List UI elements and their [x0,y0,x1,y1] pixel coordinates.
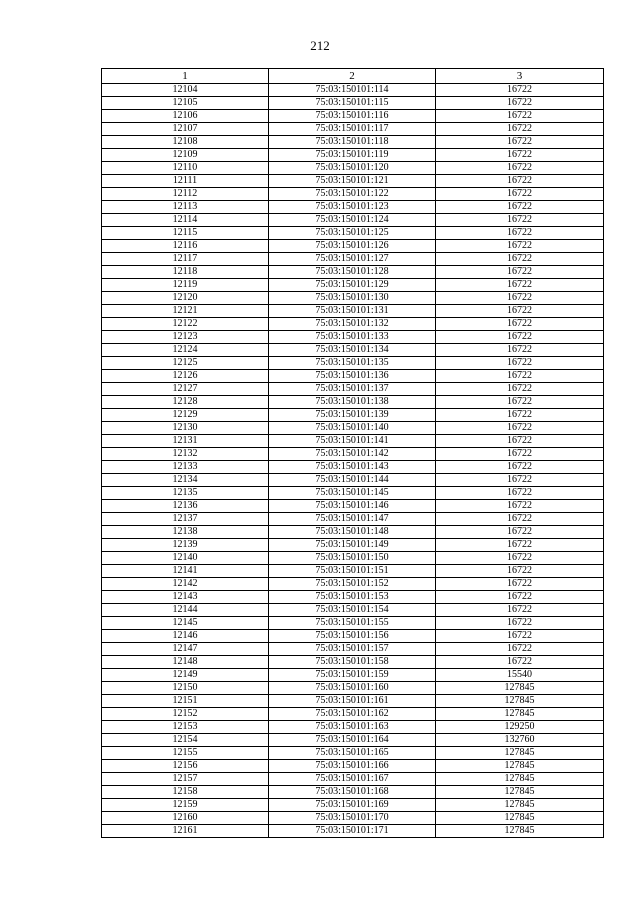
value-cell: 16722 [436,448,604,461]
table-row [102,149,604,162]
row-number-cell: 12137 [102,513,269,526]
value-cell: 16722 [436,630,604,643]
table-row [102,396,604,409]
cadastral-number-cell: 75:03:150101:124 [269,214,436,227]
cadastral-number-cell: 75:03:150101:152 [269,578,436,591]
table-row [102,97,604,110]
table-row [102,279,604,292]
row-number-cell: 12124 [102,344,269,357]
cadastral-number-cell: 75:03:150101:158 [269,656,436,669]
row-number-cell: 12119 [102,279,269,292]
value-cell: 16722 [436,162,604,175]
cadastral-number-cell: 75:03:150101:134 [269,344,436,357]
cadastral-number-cell: 75:03:150101:138 [269,396,436,409]
row-number-cell: 12107 [102,123,269,136]
cadastral-number-cell: 75:03:150101:123 [269,201,436,214]
value-cell: 16722 [436,474,604,487]
row-number-cell: 12105 [102,97,269,110]
value-cell: 16722 [436,240,604,253]
row-number-cell: 12141 [102,565,269,578]
table-row [102,786,604,799]
row-number-cell: 12128 [102,396,269,409]
row-number-cell: 12149 [102,669,269,682]
row-number-cell: 12158 [102,786,269,799]
value-cell: 16722 [436,318,604,331]
cadastral-number-cell: 75:03:150101:144 [269,474,436,487]
row-number-cell: 12106 [102,110,269,123]
row-number-cell: 12109 [102,149,269,162]
row-number-cell: 12144 [102,604,269,617]
table-row [102,240,604,253]
value-cell: 127845 [436,708,604,721]
cadastral-number-cell: 75:03:150101:136 [269,370,436,383]
cadastral-number-cell: 75:03:150101:119 [269,149,436,162]
value-cell: 16722 [436,344,604,357]
row-number-cell: 12121 [102,305,269,318]
table-row [102,383,604,396]
table-row [102,695,604,708]
cadastral-number-cell: 75:03:150101:141 [269,435,436,448]
value-cell: 16722 [436,578,604,591]
value-cell: 127845 [436,682,604,695]
row-number-cell: 12131 [102,435,269,448]
cadastral-number-cell: 75:03:150101:128 [269,266,436,279]
cadastral-number-cell: 75:03:150101:122 [269,188,436,201]
table-row [102,500,604,513]
cadastral-number-cell: 75:03:150101:150 [269,552,436,565]
value-cell: 15540 [436,669,604,682]
column-header-3: 3 [436,69,604,84]
row-number-cell: 12135 [102,487,269,500]
cadastral-number-cell: 75:03:150101:166 [269,760,436,773]
value-cell: 127845 [436,799,604,812]
table-row [102,214,604,227]
row-number-cell: 12160 [102,812,269,825]
cadastral-number-cell: 75:03:150101:161 [269,695,436,708]
table-row [102,227,604,240]
value-cell: 16722 [436,461,604,474]
value-cell: 127845 [436,773,604,786]
row-number-cell: 12145 [102,617,269,630]
row-number-cell: 12104 [102,84,269,97]
cadastral-number-cell: 75:03:150101:120 [269,162,436,175]
row-number-cell: 12142 [102,578,269,591]
value-cell: 16722 [436,500,604,513]
row-number-cell: 12115 [102,227,269,240]
value-cell: 16722 [436,370,604,383]
cadastral-number-cell: 75:03:150101:146 [269,500,436,513]
row-number-cell: 12155 [102,747,269,760]
row-number-cell: 12125 [102,357,269,370]
table-row [102,539,604,552]
value-cell: 16722 [436,110,604,123]
table-row [102,175,604,188]
value-cell: 16722 [436,526,604,539]
table-row [102,565,604,578]
cadastral-number-cell: 75:03:150101:118 [269,136,436,149]
value-cell: 16722 [436,227,604,240]
cadastral-number-cell: 75:03:150101:133 [269,331,436,344]
row-number-cell: 12116 [102,240,269,253]
value-cell: 127845 [436,747,604,760]
value-cell: 16722 [436,266,604,279]
table-row [102,474,604,487]
row-number-cell: 12117 [102,253,269,266]
table-row [102,162,604,175]
cadastral-number-cell: 75:03:150101:162 [269,708,436,721]
row-number-cell: 12112 [102,188,269,201]
cadastral-number-cell: 75:03:150101:143 [269,461,436,474]
cadastral-number-cell: 75:03:150101:142 [269,448,436,461]
value-cell: 16722 [436,292,604,305]
row-number-cell: 12118 [102,266,269,279]
value-cell: 16722 [436,383,604,396]
cadastral-number-cell: 75:03:150101:116 [269,110,436,123]
table-row [102,409,604,422]
row-number-cell: 12132 [102,448,269,461]
table-row [102,435,604,448]
value-cell: 16722 [436,357,604,370]
row-number-cell: 12136 [102,500,269,513]
table-row [102,604,604,617]
value-cell: 16722 [436,84,604,97]
value-cell: 127845 [436,825,604,838]
cadastral-number-cell: 75:03:150101:115 [269,97,436,110]
table-row [102,760,604,773]
cadastral-number-cell: 75:03:150101:163 [269,721,436,734]
value-cell: 16722 [436,604,604,617]
cadastral-number-cell: 75:03:150101:155 [269,617,436,630]
table-row [102,799,604,812]
cadastral-number-cell: 75:03:150101:156 [269,630,436,643]
cadastral-number-cell: 75:03:150101:127 [269,253,436,266]
table-row [102,825,604,838]
cadastral-number-cell: 75:03:150101:148 [269,526,436,539]
cadastral-number-cell: 75:03:150101:137 [269,383,436,396]
row-number-cell: 12146 [102,630,269,643]
cadastral-number-cell: 75:03:150101:157 [269,643,436,656]
value-cell: 16722 [436,422,604,435]
value-cell: 16722 [436,201,604,214]
row-number-cell: 12157 [102,773,269,786]
table-row [102,578,604,591]
cadastral-number-cell: 75:03:150101:117 [269,123,436,136]
value-cell: 16722 [436,279,604,292]
table-row [102,305,604,318]
table-row [102,487,604,500]
value-cell: 16722 [436,175,604,188]
value-cell: 16722 [436,591,604,604]
table-row [102,266,604,279]
row-number-cell: 12120 [102,292,269,305]
row-number-cell: 12150 [102,682,269,695]
value-cell: 16722 [436,396,604,409]
value-cell: 127845 [436,760,604,773]
cadastral-number-cell: 75:03:150101:129 [269,279,436,292]
cadastral-number-cell: 75:03:150101:160 [269,682,436,695]
value-cell: 16722 [436,435,604,448]
cadastral-number-cell: 75:03:150101:145 [269,487,436,500]
table-row [102,747,604,760]
row-number-cell: 12127 [102,383,269,396]
row-number-cell: 12139 [102,539,269,552]
table-body [102,84,604,838]
row-number-cell: 12152 [102,708,269,721]
row-number-cell: 12138 [102,526,269,539]
value-cell: 16722 [436,214,604,227]
table-row [102,682,604,695]
value-cell: 129250 [436,721,604,734]
cadastral-number-cell: 75:03:150101:168 [269,786,436,799]
value-cell: 127845 [436,695,604,708]
row-number-cell: 12110 [102,162,269,175]
header-row [102,69,604,84]
value-cell: 16722 [436,97,604,110]
cadastral-number-cell: 75:03:150101:131 [269,305,436,318]
cadastral-number-cell: 75:03:150101:130 [269,292,436,305]
cadastral-number-cell: 75:03:150101:121 [269,175,436,188]
value-cell: 16722 [436,539,604,552]
table-row [102,84,604,97]
value-cell: 16722 [436,513,604,526]
table-row [102,773,604,786]
row-number-cell: 12130 [102,422,269,435]
table-row [102,630,604,643]
value-cell: 16722 [436,643,604,656]
row-number-cell: 12129 [102,409,269,422]
table-row [102,253,604,266]
table-row [102,656,604,669]
row-number-cell: 12108 [102,136,269,149]
table-row [102,513,604,526]
table-row [102,643,604,656]
cadastral-number-cell: 75:03:150101:164 [269,734,436,747]
row-number-cell: 12147 [102,643,269,656]
value-cell: 127845 [436,812,604,825]
table-row [102,331,604,344]
value-cell: 16722 [436,149,604,162]
cadastral-number-cell: 75:03:150101:170 [269,812,436,825]
row-number-cell: 12153 [102,721,269,734]
value-cell: 16722 [436,409,604,422]
cadastral-number-cell: 75:03:150101:165 [269,747,436,760]
table-row [102,136,604,149]
table-row [102,318,604,331]
cadastral-number-cell: 75:03:150101:125 [269,227,436,240]
row-number-cell: 12134 [102,474,269,487]
row-number-cell: 12114 [102,214,269,227]
cadastral-number-cell: 75:03:150101:132 [269,318,436,331]
value-cell: 16722 [436,487,604,500]
row-number-cell: 12154 [102,734,269,747]
table-row [102,448,604,461]
value-cell: 16722 [436,565,604,578]
table-row [102,461,604,474]
row-number-cell: 12133 [102,461,269,474]
column-header-1: 1 [102,69,269,84]
row-number-cell: 12122 [102,318,269,331]
value-cell: 16722 [436,617,604,630]
cadastral-number-cell: 75:03:150101:139 [269,409,436,422]
row-number-cell: 12111 [102,175,269,188]
table-row [102,201,604,214]
value-cell: 16722 [436,552,604,565]
table-row [102,617,604,630]
table-row [102,591,604,604]
row-number-cell: 12151 [102,695,269,708]
value-cell: 127845 [436,786,604,799]
cadastral-number-cell: 75:03:150101:147 [269,513,436,526]
value-cell: 16722 [436,253,604,266]
table-row [102,552,604,565]
cadastral-number-cell: 75:03:150101:114 [269,84,436,97]
data-table [101,68,604,838]
table-row [102,344,604,357]
value-cell: 16722 [436,123,604,136]
cadastral-number-cell: 75:03:150101:140 [269,422,436,435]
table-row [102,669,604,682]
row-number-cell: 12161 [102,825,269,838]
table-row [102,292,604,305]
row-number-cell: 12148 [102,656,269,669]
table-row [102,812,604,825]
table-row [102,422,604,435]
row-number-cell: 12140 [102,552,269,565]
table-row [102,526,604,539]
value-cell: 132760 [436,734,604,747]
table-row [102,123,604,136]
table-row [102,110,604,123]
table-row [102,708,604,721]
cadastral-number-cell: 75:03:150101:154 [269,604,436,617]
value-cell: 16722 [436,188,604,201]
cadastral-number-cell: 75:03:150101:169 [269,799,436,812]
table-row [102,734,604,747]
cadastral-number-cell: 75:03:150101:159 [269,669,436,682]
value-cell: 16722 [436,331,604,344]
row-number-cell: 12143 [102,591,269,604]
column-header-2: 2 [269,69,436,84]
value-cell: 16722 [436,656,604,669]
cadastral-number-cell: 75:03:150101:167 [269,773,436,786]
cadastral-number-cell: 75:03:150101:153 [269,591,436,604]
row-number-cell: 12156 [102,760,269,773]
cadastral-number-cell: 75:03:150101:126 [269,240,436,253]
cadastral-number-cell: 75:03:150101:171 [269,825,436,838]
cadastral-number-cell: 75:03:150101:149 [269,539,436,552]
value-cell: 16722 [436,305,604,318]
row-number-cell: 12123 [102,331,269,344]
page-number: 212 [310,38,330,53]
table-row [102,370,604,383]
row-number-cell: 12113 [102,201,269,214]
table-row [102,721,604,734]
row-number-cell: 12159 [102,799,269,812]
value-cell: 16722 [436,136,604,149]
cadastral-number-cell: 75:03:150101:151 [269,565,436,578]
row-number-cell: 12126 [102,370,269,383]
table-row [102,357,604,370]
table-row [102,188,604,201]
cadastral-number-cell: 75:03:150101:135 [269,357,436,370]
